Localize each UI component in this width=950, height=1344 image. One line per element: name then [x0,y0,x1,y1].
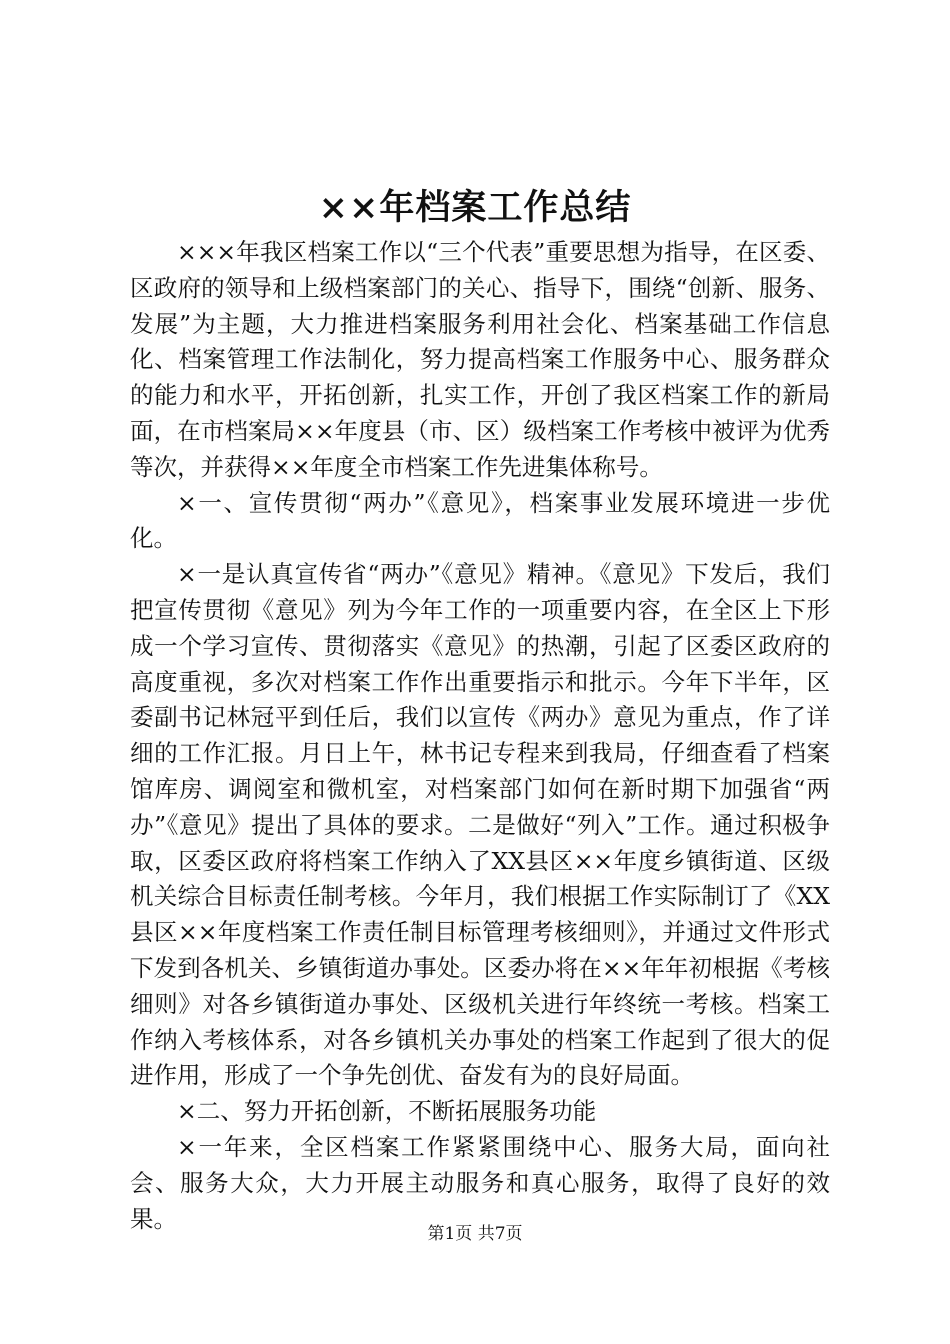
paragraph: ×××年我区档案工作以“三个代表”重要思想为指导，在区委、区政府的领导和上级档案部门的关心、指导下，围绕“创新、服务、发展”为主题，大力推进档案服务利用社会化、档案基础工作信息化、档案管理工作法制化，努力提高档案工作服务中心、服务群众的能力和水平，开拓创新，扎实工作，开创了我区档案工作的新局面，在市档案局××年度县（市、区）级档案工作考核中被评为优秀等次，并获得××年度全市档案工作先进集体称号。 [130,238,830,481]
paragraph: ×一是认真宣传省“两办”《意见》精神。《意见》下发后，我们把宣传贯彻《意见》列为今年工作的一项重要内容，在全区上下形成一个学习宣传、贯彻落实《意见》的热潮，引起了区委区政府的高度重视，多次对档案工作作出重要指示和批示。今年下半年，区委副书记林冠平到任后，我们以宣传《两办》意见为重点，作了详细的工作汇报。月日上午，林书记专程来到我局，仔细查看了档案馆库房、调阅室和微机室，对档案部门如何在新时期下加强省“两办”《意见》提出了具体的要求。二是做好“列入”工作。通过积极争取，区委区政府将档案工作纳入了XX县区××年度乡镇街道、区级机关综合目标责任制考核。今年月，我们根据工作实际制订了《XX县区××年度档案工作责任制目标管理考核细则》，并通过文件形式下发到各机关、乡镇街道办事处。区委办将在××年年初根据《考核细则》对各乡镇街道办事处、区级机关进行年终统一考核。档案工作纳入考核体系，对各乡镇机关办事处的档案工作起到了很大的促进作用，形成了一个争先创优、奋发有为的良好局面。 [130,560,830,1090]
document-body [130,235,830,1237]
page-footer: 第1页 共7页 [427,1224,523,1244]
section-heading: ×一、宣传贯彻“两办”《意见》，档案事业发展环境进一步优化。 [130,488,830,553]
paragraph: ×一年来，全区档案工作紧紧围绕中心、服务大局，面向社会、服务大众，大力开展主动服务和真心服务，取得了良好的效果。 [130,1132,830,1233]
document-title: ××年档案工作总结 [318,187,632,228]
section-heading: ×二、努力开拓创新，不断拓展服务功能 [177,1097,597,1126]
